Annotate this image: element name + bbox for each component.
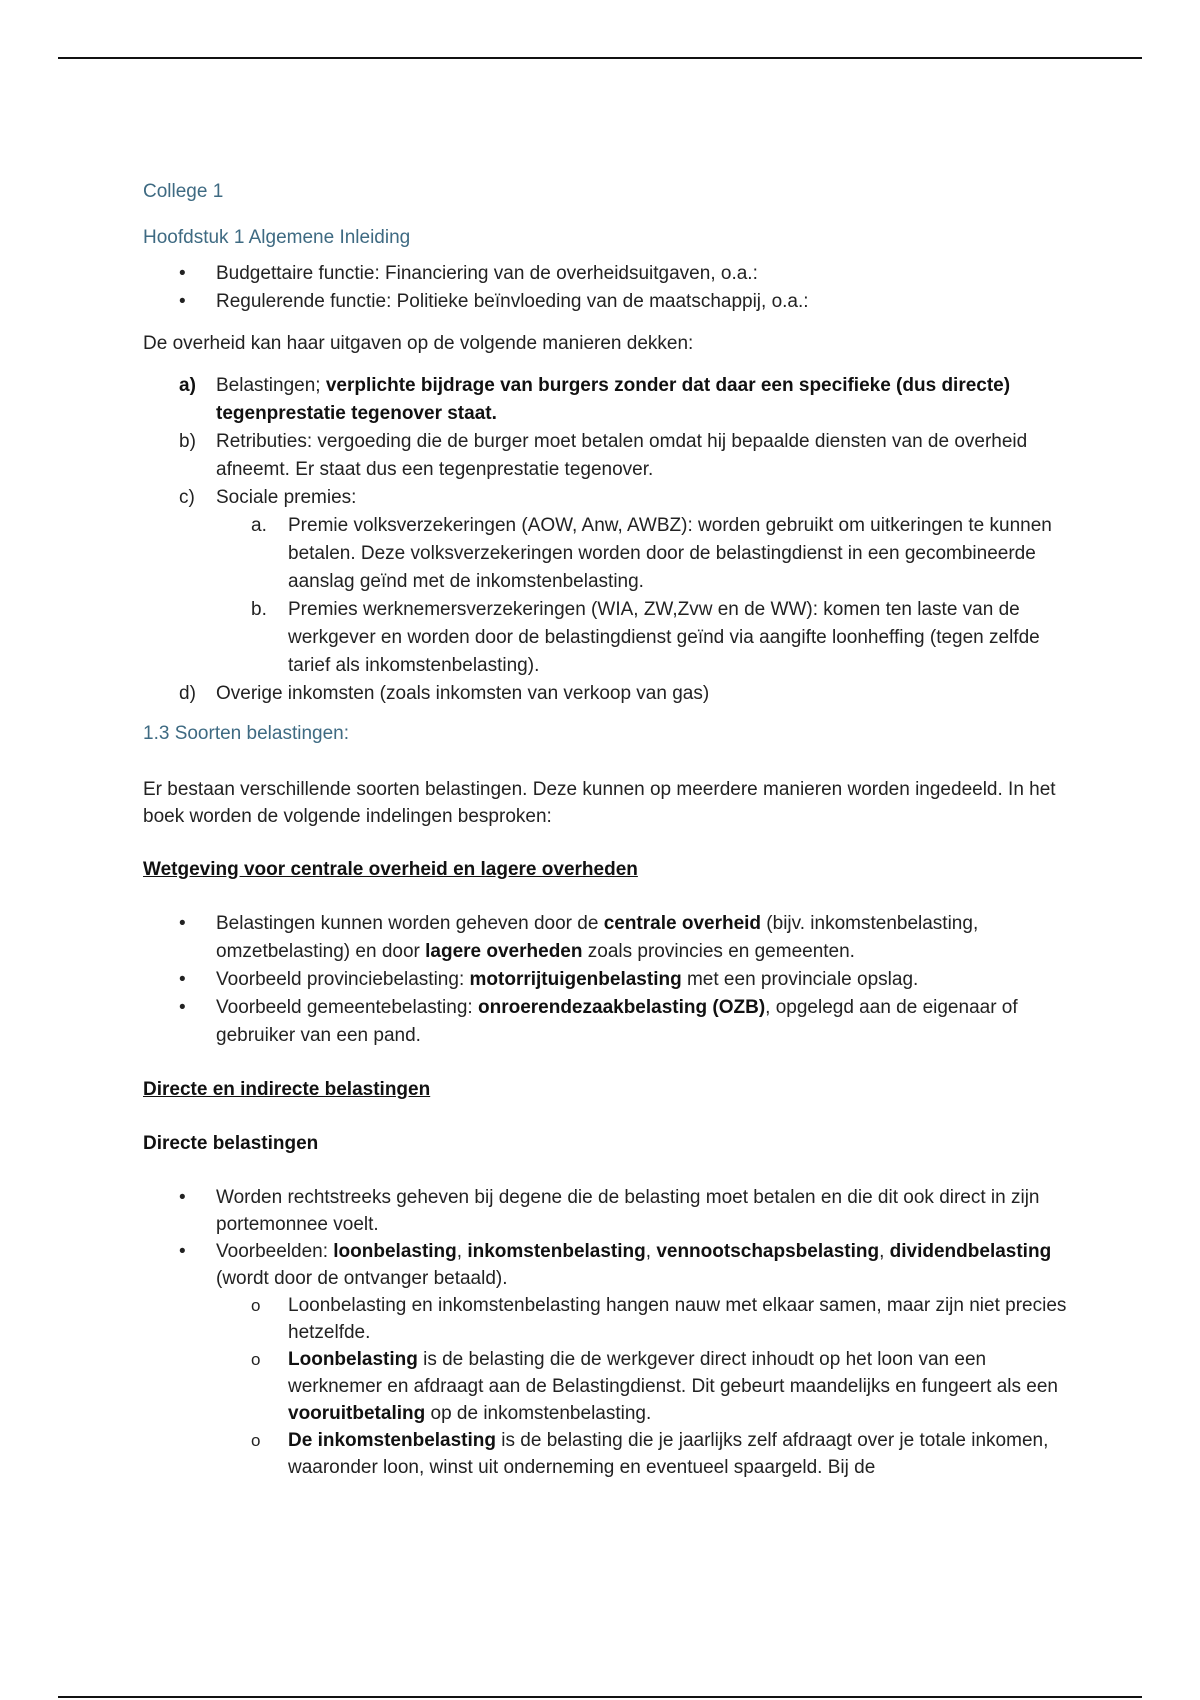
list-item: d) Overige inkomsten (zoals inkomsten van verkoop van gas) bbox=[143, 680, 1073, 708]
section-intro: Er bestaan verschillende soorten belastingen. Deze kunnen op meerdere manieren worden ingedeeld. In het boek worden de volgende indelingen besproken: bbox=[143, 779, 1056, 827]
list-marker: b) bbox=[179, 431, 196, 452]
list-item: a) Belastingen; verplichte bijdrage van burgers zonder dat daar een specifieke (dus directe) tegenprestatie tegenover staat. bbox=[143, 372, 1073, 428]
subsection-heading: Wetgeving voor centrale overheid en lagere overheden bbox=[143, 859, 638, 880]
bullet-icon: • bbox=[179, 1187, 186, 1208]
list-item: • Budgettaire functie: Financiering van de overheidsuitgaven, o.a.: bbox=[143, 260, 1073, 288]
college-title: College 1 bbox=[143, 181, 224, 202]
ways-list bbox=[143, 372, 1073, 708]
circle-bullet-icon: o bbox=[251, 1296, 261, 1315]
list-item: • Regulerende functie: Politieke beïnvloeding van de maatschappij, o.a.: bbox=[143, 288, 1073, 316]
top-border-line bbox=[58, 57, 1142, 59]
bullet-icon: • bbox=[179, 997, 186, 1018]
ways-intro: De overheid kan haar uitgaven op de volgende manieren dekken: bbox=[143, 333, 694, 354]
list-marker: c) bbox=[179, 487, 195, 508]
list-item: • Belastingen kunnen worden geheven door de centrale overheid (bijv. inkomstenbelasting, omzetbelasting) en door lagere overheden zoals provincies en gemeenten. bbox=[143, 910, 1073, 966]
subsection-heading: Directe en indirecte belastingen bbox=[143, 1079, 431, 1100]
chapter-title: Hoofdstuk 1 Algemene Inleiding bbox=[143, 227, 411, 248]
list-item: • Voorbeelden: loonbelasting, inkomstenbelasting, vennootschapsbelasting, dividendbelasting (wordt door de ontvanger betaald). bbox=[143, 1238, 1073, 1292]
bullet-icon: • bbox=[179, 263, 186, 284]
direct-list bbox=[143, 1184, 1073, 1481]
list-marker: a. bbox=[251, 515, 267, 536]
list-item: • Voorbeeld gemeentebelasting: onroerendezaakbelasting (OZB), opgelegd aan de eigenaar of gebruiker van een pand. bbox=[143, 994, 1073, 1050]
wetgeving-list bbox=[143, 910, 1073, 1050]
bullet-icon: • bbox=[179, 913, 186, 934]
list-item: • Voorbeeld provinciebelasting: motorrijtuigenbelasting met een provinciale opslag. bbox=[143, 966, 1073, 994]
list-marker: d) bbox=[179, 683, 196, 704]
list-item: b) Retributies: vergoeding die de burger moet betalen omdat hij bepaalde diensten van de overheid afneemt. Er staat dus een tegenprestatie tegenover. bbox=[143, 428, 1073, 484]
list-item: o Loonbelasting en inkomstenbelasting hangen nauw met elkaar samen, maar zijn niet precies hetzelfde. bbox=[143, 1292, 1073, 1346]
section-heading: 1.3 Soorten belastingen: bbox=[143, 723, 349, 744]
bullet-icon: • bbox=[179, 1241, 186, 1262]
circle-bullet-icon: o bbox=[251, 1350, 261, 1369]
bullet-icon: • bbox=[179, 969, 186, 990]
list-marker: a) bbox=[179, 375, 196, 396]
list-item: o De inkomstenbelasting is de belasting die je jaarlijks zelf afdraagt over je totale inkomen, waaronder loon, winst uit onderneming en eventueel spaargeld. Bij de bbox=[143, 1427, 1073, 1481]
bullet-icon: • bbox=[179, 291, 186, 312]
list-item: b. Premies werknemersverzekeringen (WIA, ZW,Zvw en de WW): komen ten laste van de werkgever en worden door de belastingdienst geïnd via aangifte loonheffing (tegen zelfde tarief als inkomstenbelasting). bbox=[143, 596, 1073, 680]
list-item: o Loonbelasting is de belasting die de werkgever direct inhoudt op het loon van een werknemer en afdraagt aan de Belastingdienst. Dit gebeurt maandelijks en fungeert als een vooruitbetaling op de inkomstenbelasting. bbox=[143, 1346, 1073, 1427]
list-item: a. Premie volksverzekeringen (AOW, Anw, AWBZ): worden gebruikt om uitkeringen te kunnen betalen. Deze volksverzekeringen worden door de belastingdienst in een gecombineerde aanslag geïnd met de inkomstenbelasting. bbox=[143, 512, 1073, 596]
list-item: c) Sociale premies: bbox=[143, 484, 1073, 512]
direct-heading: Directe belastingen bbox=[143, 1133, 319, 1154]
document-page bbox=[143, 178, 1073, 1481]
functions-list bbox=[143, 260, 1073, 316]
bottom-border-line bbox=[58, 1696, 1142, 1698]
list-item: • Worden rechtstreeks geheven bij degene die de belasting moet betalen en die dit ook direct in zijn portemonnee voelt. bbox=[143, 1184, 1073, 1238]
circle-bullet-icon: o bbox=[251, 1431, 261, 1450]
list-marker: b. bbox=[251, 599, 267, 620]
